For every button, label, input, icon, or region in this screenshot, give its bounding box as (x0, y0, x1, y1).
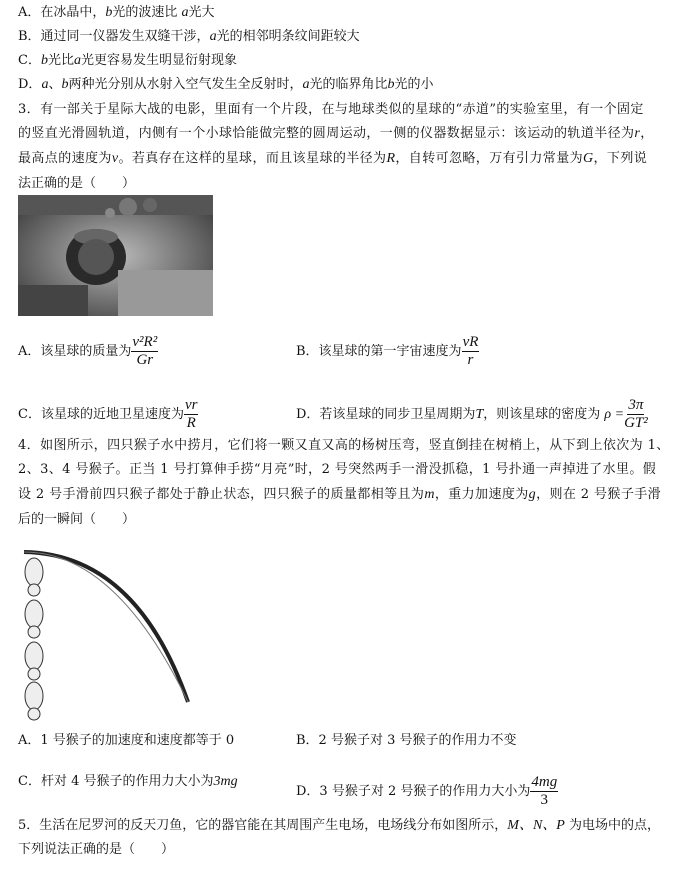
text: D． (18, 77, 42, 92)
denominator: R (186, 415, 196, 431)
q3-option-d[interactable] (296, 397, 648, 432)
var: a (41, 77, 49, 92)
monkeys-tree-figure (16, 544, 196, 724)
text: 光大 (188, 5, 215, 20)
numerator: vR (462, 334, 479, 350)
denominator: Gr (136, 352, 154, 368)
text: 两种光分别从水射入空气发生全反射时， (68, 77, 303, 92)
var: G (583, 151, 594, 166)
var: M、N、P (507, 818, 565, 833)
q2-option-d[interactable] (18, 77, 434, 93)
text: 光的小 (394, 77, 434, 92)
text: ，下列说 (593, 151, 648, 166)
var: 3mg (213, 774, 238, 789)
text: 最高点的速度为 (18, 151, 112, 166)
numerator: vr (184, 397, 198, 413)
q3-option-b[interactable] (296, 334, 479, 369)
text: B．通过同一仪器发生双缝干涉， (18, 29, 210, 44)
text: C． (18, 53, 41, 68)
var: T (475, 407, 484, 422)
q4-option-b[interactable]: B．2 号猴子对 3 号猴子的作用力不变 (296, 733, 517, 748)
q4-stem-line3 (18, 487, 661, 503)
text: ，重力加速度为 (434, 487, 529, 502)
text: B．该星球的第一宇宙速度为 (296, 344, 462, 359)
text: ，自转可忽略，万有引力常量为 (395, 151, 584, 166)
text: ， (640, 126, 654, 141)
space-lab-photo (18, 195, 213, 316)
q3-stem-line2 (18, 126, 654, 142)
fraction (131, 334, 158, 369)
q3-stem-line1: 3．有一部关于星际大战的电影，里面有一个片段，在与地球类似的星球的“赤道”的实验室里，有一个固定 (18, 102, 644, 117)
var: b (40, 53, 48, 68)
fraction (530, 774, 558, 809)
q4-option-c[interactable] (18, 774, 238, 790)
text: A．在冰晶中， (18, 5, 106, 20)
var: a (302, 77, 310, 92)
text: C．该星球的近地卫星速度为 (18, 407, 184, 422)
denominator: r (467, 352, 474, 368)
denominator: 3 (540, 792, 549, 808)
q4-stem-line4: 后的一瞬间（ ） (18, 512, 136, 527)
q4-stem-line1: 4．如图所示，四只猴子水中捞月，它们将一颗又直又高的杨树压弯，竖直倒挂在树梢上，从下到上依次为 1、 (18, 438, 670, 453)
text: 。若真存在这样的星球，而且该星球的半径为 (118, 151, 387, 166)
fraction (184, 397, 199, 432)
fraction (624, 397, 648, 432)
text: 光的波速比 (112, 5, 182, 20)
q2-option-b[interactable] (18, 29, 360, 45)
text: A．该星球的质量为 (18, 344, 132, 359)
text: ，则在 2 号猴子手滑 (536, 487, 662, 502)
var: g (528, 487, 537, 502)
text: D．3 号猴子对 2 号猴子的作用力大小为 (296, 784, 531, 799)
q5-stem-line2: 下列说法正确的是（ ） (18, 842, 175, 857)
q3-stem-line3 (18, 151, 647, 167)
var: b (61, 77, 69, 92)
var: R (386, 151, 396, 166)
numerator: 3π (628, 397, 644, 413)
var: b (105, 5, 113, 20)
fraction (462, 334, 480, 369)
text: C．杆对 4 号猴子的作用力大小为 (18, 774, 214, 789)
var: ρ = (604, 407, 625, 422)
q4-stem-line2: 2、3、4 号猴子。正当 1 号打算伸手捞“月亮”时，2 号突然两手一滑没抓稳，1 号扑通一声掉进了水里。假 (18, 462, 657, 477)
denominator: GT² (624, 415, 648, 431)
q4-option-d[interactable] (296, 774, 558, 809)
text: D．若该星球的同步卫星周期为 (296, 407, 476, 422)
q5-stem-line1 (18, 818, 660, 834)
q2-option-c[interactable] (18, 53, 237, 69)
var: b (387, 77, 395, 92)
var: a (209, 29, 217, 44)
q4-option-a[interactable]: A．1 号猴子的加速度和速度都等于 0 (18, 733, 235, 748)
q2-option-a[interactable] (18, 5, 215, 21)
var: v (111, 151, 119, 166)
var: m (424, 487, 435, 502)
text: 光的临界角比 (309, 77, 388, 92)
var: r (634, 126, 641, 141)
text: 的竖直光滑圆轨道，内侧有一个小球恰能做完整的圆周运动，一侧的仪器数据显示：该运动的轨道半径为 (18, 126, 635, 141)
text: ，则该星球的密度为 (483, 407, 601, 422)
var: a (181, 5, 189, 20)
text: 光的相邻明条纹间距较大 (216, 29, 360, 44)
text: 光比 (47, 53, 74, 68)
text: 、 (48, 77, 62, 92)
text: 为电场中的点， (564, 818, 660, 833)
text: 设 2 号手滑前四只猴子都处于静止状态，四只猴子的质量都相等且为 (18, 487, 425, 502)
numerator: 4mg (531, 774, 558, 790)
text: 5．生活在尼罗河的反天刀鱼，它的器官能在其周围产生电场，电场线分布如图所示， (18, 818, 508, 833)
text: 光更容易发生明显衍射现象 (80, 53, 237, 68)
numerator: v²R² (132, 334, 158, 350)
q3-option-a[interactable] (18, 334, 158, 369)
q3-option-c[interactable] (18, 397, 198, 432)
var: a (73, 53, 81, 68)
q3-stem-line4: 法正确的是（ ） (18, 176, 136, 191)
